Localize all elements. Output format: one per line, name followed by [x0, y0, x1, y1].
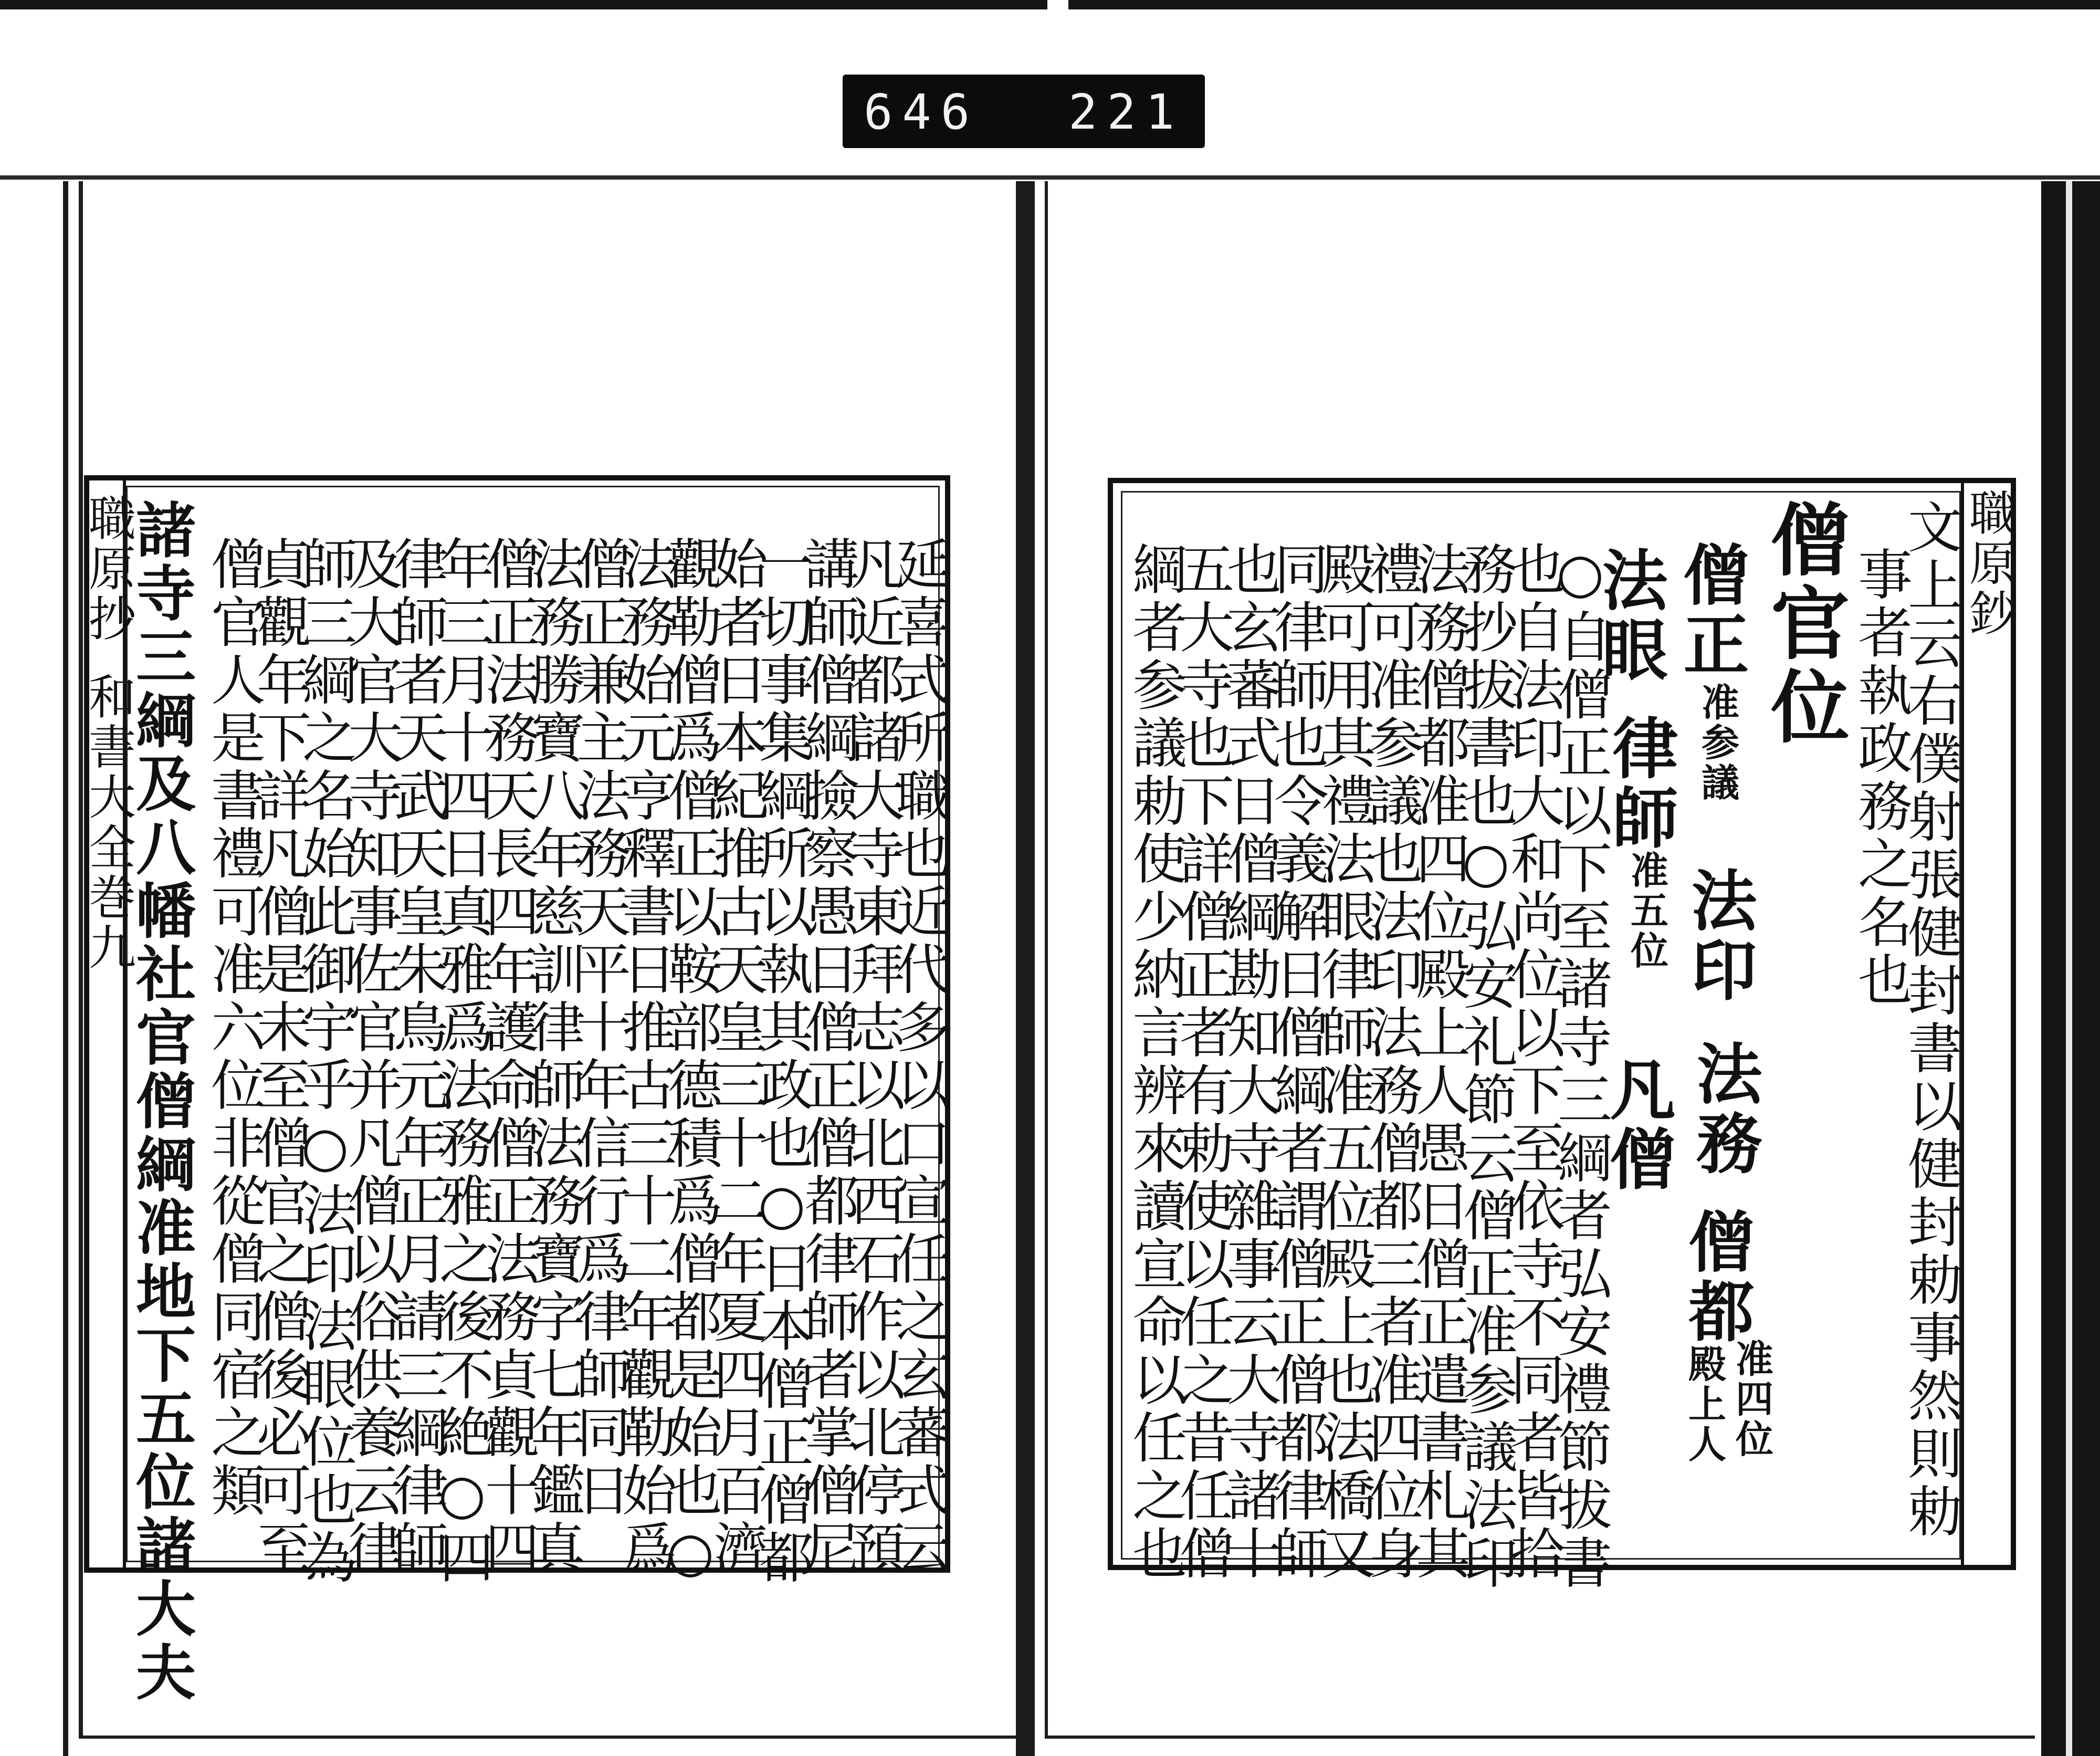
left-col-15: 講師僧綱撿察愚日僧正僧都律師者掌僧尼 [795, 536, 859, 1578]
left-col-7: 年三月十四日真雅爲法務雅之後不絶○四 [430, 536, 494, 1587]
rank-hogen: 法眼 [1591, 546, 1667, 685]
rank-sojo-note: 准参議 [1695, 683, 1740, 803]
right-col-4: 同律師也令義解日僧綱者謂僧正僧都律師 [1265, 541, 1329, 1583]
left-col-16: 凡近都諸大寺東拜志以北西石作以北停預 [841, 536, 905, 1578]
left-col-12: 觀勒僧爲僧正以鞍部德積爲僧都是始也○ [658, 536, 722, 1587]
section-heading: 僧官位 [1757, 499, 1850, 749]
label-left-number: 646 [864, 84, 980, 140]
right-col-8: 務抄拔書也○弘安礼節云僧正准参議法印 [1454, 541, 1518, 1593]
left-col-6: 律師者天武天皇朱鳥元年正月請三綱律師 [384, 536, 448, 1578]
left-col-14: 一切事集綱所以執其政也○日本僧正僧都 [750, 536, 814, 1587]
rank-sozu-note-1: 准四位 [1729, 1339, 1774, 1459]
left-col-1: 諸寺三綱及八幡社官僧綱准地下五位諸大夫 [126, 499, 196, 1705]
rank-sozu: 僧都 [1677, 1208, 1754, 1347]
right-col-5: 殿可用其禮法眼律師准五位殿上也法橋又 [1312, 541, 1376, 1583]
rank-risshi-note: 准五位 [1624, 851, 1669, 971]
right-col-2: 五大寺也下詳僧正者有勅使以任之昔任僧 [1170, 541, 1234, 1583]
right-col-9: 也自法印大和尚位以下至依寺不同者皆拾 [1501, 541, 1565, 1583]
left-col-5: 及大官大寺知事佐官并凡僧以俗供養云律 [339, 536, 403, 1578]
right-top-col-1: 文上云右僕射張健封書以健封勅事然則勅 [1898, 499, 1962, 1541]
left-col-4: 師三綱之名始此御宇乎○法印法眼位也為 [293, 536, 357, 1587]
left-margin-title: 職原抄 [80, 494, 135, 644]
left-col-9: 法務勝寶八年慈訓律師法務寶字七年鑑真 [521, 536, 585, 1578]
rank-homu: 法務 [1685, 1040, 1762, 1179]
left-margin-subtitle: 和書大全巻九 [80, 672, 135, 973]
rank-sozu-note-2: 殿上人 [1682, 1344, 1727, 1465]
right-margin-rule [1961, 478, 2016, 1570]
label-plate [843, 75, 1205, 148]
right-binding-gap [2066, 181, 2072, 1756]
rank-sojo: 僧正 [1672, 541, 1749, 680]
right-col-10: ○自僧正以下至諸寺三綱者弘安禮節拔書 [1548, 541, 1612, 1593]
rank-bonso: 凡僧 [1599, 1055, 1675, 1195]
right-col-1: 綱者参議勅使少納言辨來讀宣命以任之也 [1123, 541, 1187, 1583]
right-margin-title: 職原鈔 [1961, 488, 2016, 639]
label-right-number: 221 [1068, 84, 1184, 140]
rank-risshi: 律師 [1601, 714, 1678, 853]
top-rule [0, 175, 2100, 180]
top-right-strip [1068, 0, 2100, 9]
book-spine [1016, 181, 1035, 1756]
left-col-10: 僧正兼主法務天平十年信行爲律師同日 [567, 536, 631, 1520]
left-col-2: 僧官人是書禮可准六位非從僧同宿之類 [202, 536, 266, 1520]
left-col-11: 法務始元亨釋書日推古三十二年觀勒始爲 [613, 536, 677, 1578]
left-col-8: 僧正法務天長四年護命僧正法務貞觀十四 [476, 536, 540, 1578]
left-col-17: 延喜式所職也近代多以口宣任之玄蕃式云 [887, 536, 951, 1578]
left-col-3: 貞觀年下詳凡僧是未至僧官之僧後必可至 [247, 536, 311, 1578]
left-edge [0, 181, 68, 1756]
top-left-strip [0, 0, 1047, 9]
rank-hoin: 法印 [1680, 866, 1757, 1006]
right-col-7: 法務僧都准四位殿上人愚日僧正遣書札其 [1406, 541, 1471, 1583]
right-col-6: 禮可准参議也法印法務僧都三者准四位身 [1359, 541, 1423, 1583]
right-top-col-2: 事者執政務之名也 [1849, 546, 1913, 1009]
left-col-13: 始者日本紀推古天皇三十二年夏四月百濟 [704, 536, 768, 1578]
right-col-3: 也玄蕃式日僧綱勘知大寺雜事云大寺諸十 [1217, 541, 1282, 1583]
